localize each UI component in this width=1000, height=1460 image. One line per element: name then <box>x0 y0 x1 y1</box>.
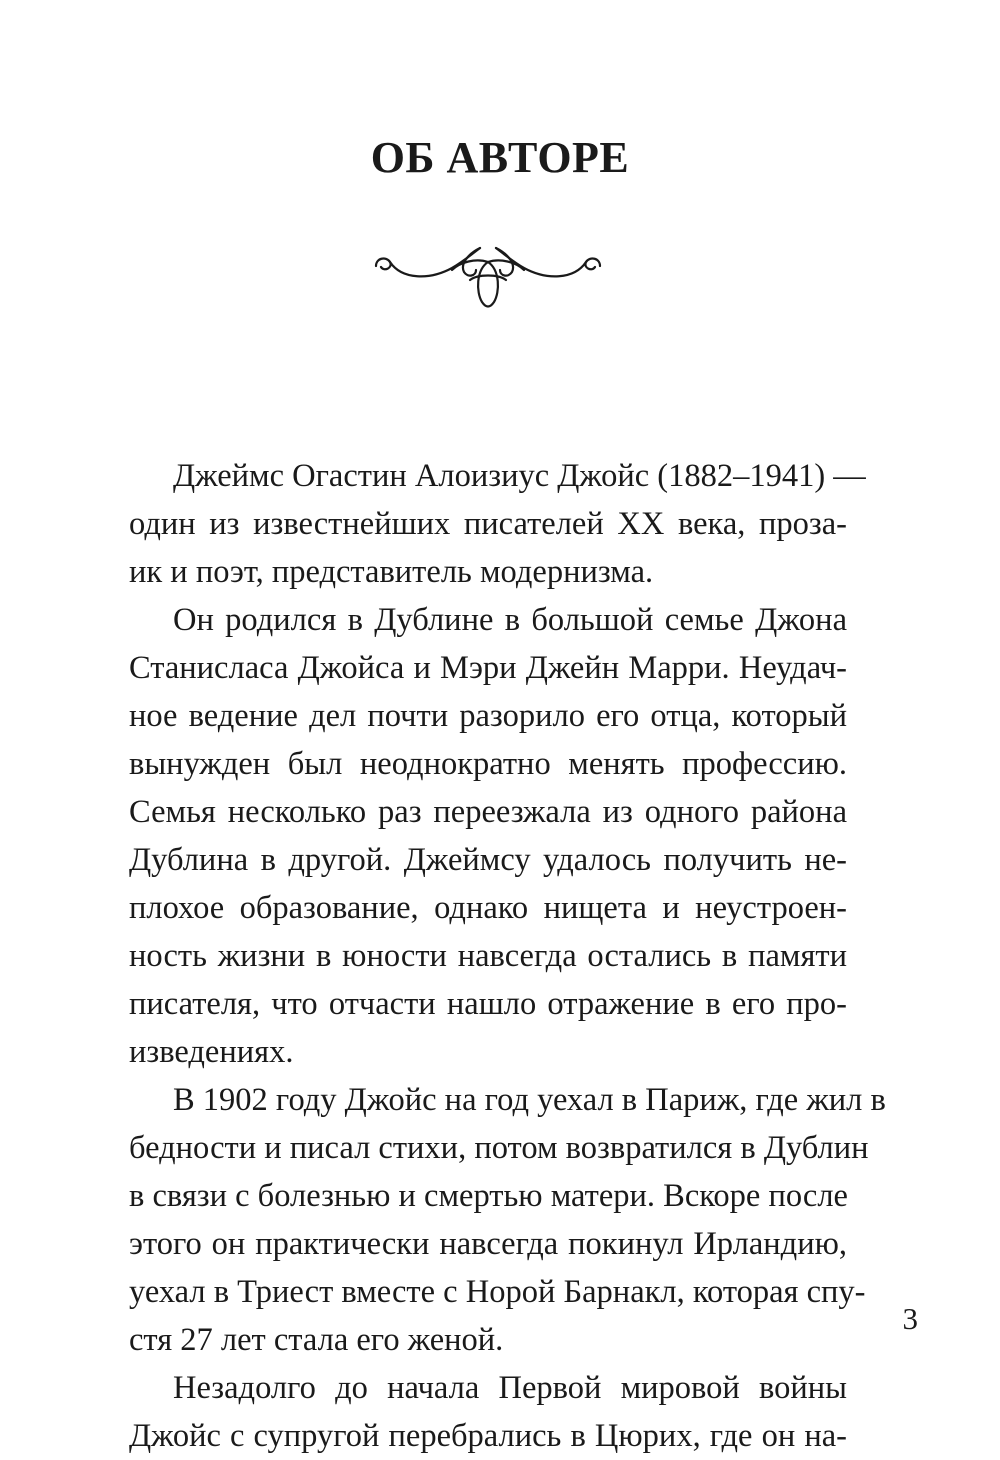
text-line: этого он практически навсегда покинул Ирландию, <box>129 1226 847 1262</box>
text-line: один из известнейших писателей XX века, проза- <box>129 506 847 542</box>
text-line: изведениях. <box>129 1034 294 1070</box>
text-line: плохое образование, однако нищета и неустроен- <box>129 890 847 926</box>
text-line: ик и поэт, представитель модернизма. <box>129 554 654 590</box>
text-line: Дублина в другой. Джеймсу удалось получить не- <box>129 842 847 878</box>
text-line: бедности и писал стихи, потом возвратился в Дублин <box>129 1130 869 1166</box>
text-line: вынужден был неоднократно менять профессию. <box>129 746 847 782</box>
text-line: Он родился в Дублине в большой семье Джона <box>173 602 847 638</box>
page-title: ОБ АВТОРЕ <box>370 133 630 182</box>
text-line: стя 27 лет стала его женой. <box>129 1322 504 1358</box>
text-line: Незадолго до начала Первой мировой войны <box>173 1370 847 1406</box>
text-line: В 1902 году Джойс на год уехал в Париж, где жил в <box>173 1082 886 1118</box>
text-line: Станисласа Джойса и Мэри Джейн Марри. Неудач- <box>129 650 847 686</box>
text-line: ное ведение дел почти разорило его отца, который <box>129 698 847 734</box>
body-text <box>129 452 886 1460</box>
text-line: уехал в Триест вместе с Норой Барнакл, которая спу- <box>129 1274 866 1310</box>
text-line: ность жизни в юности навсегда остались в памяти <box>129 938 847 974</box>
text-line: Джеймс Огастин Алоизиус Джойс (1882–1941) — <box>173 458 866 494</box>
text-line: в связи с болезнью и смертью матери. Вскоре после <box>129 1178 848 1214</box>
flourish-ornament-icon <box>372 240 604 312</box>
text-line: Семья несколько раз переезжала из одного района <box>129 794 847 830</box>
page-number: 3 <box>902 1301 918 1336</box>
text-line: писателя, что отчасти нашло отражение в его про- <box>129 986 847 1022</box>
text-line: Джойс с супругой перебрались в Цюрих, где он на- <box>129 1418 847 1454</box>
